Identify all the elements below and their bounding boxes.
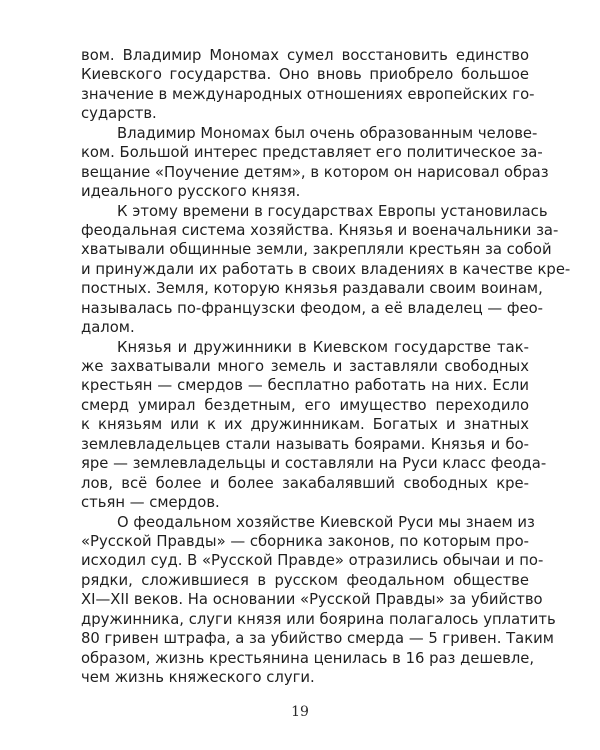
page-number: 19 bbox=[291, 704, 309, 720]
text-line: О феодальном хозяйстве Киевской Руси мы знаем из bbox=[117, 513, 535, 531]
text-line: далом. bbox=[81, 319, 135, 337]
text-line: ком. Большой интерес представляет его политическое за- bbox=[81, 144, 543, 162]
text-line: феодальная система хозяйства. Князья и военачальники за- bbox=[81, 221, 559, 239]
text-line: яре — землевладельцы и составляли на Руси класс феода- bbox=[81, 455, 547, 473]
text-line: значение в международных отношениях европейских го- bbox=[81, 85, 535, 103]
text-line: хватывали общинные земли, закрепляли крестьян за собой bbox=[81, 241, 552, 259]
text-line: 80 гривен штрафа, а за убийство смерда — 5 гривен. Таким bbox=[81, 630, 554, 648]
text-line: Князья и дружинники в Киевском государстве так- bbox=[117, 338, 529, 356]
text-line: рядки, сложившиеся в русском феодальном обществе bbox=[81, 571, 529, 589]
text-line: дружинника, слуги князя или боярина полагалось уплатить bbox=[81, 610, 556, 628]
text-line: смерд умирал бездетным, его имущество переходило bbox=[81, 396, 529, 414]
text-line: крестьян — смердов — бесплатно работать на них. Если bbox=[81, 377, 529, 395]
text-line: Владимир Мономах был очень образованным челове- bbox=[117, 124, 538, 142]
text-line: стьян — смердов. bbox=[81, 494, 220, 512]
text-line: постных. Земля, которую князья раздавали своим воинам, bbox=[81, 280, 543, 298]
text-line: вом. Владимир Мономах сумел восстановить единство bbox=[81, 47, 529, 64]
text-line: чем жизнь княжеского слуги. bbox=[81, 669, 315, 686]
text-line: вещание «Поучение детям», в котором он нарисовал образ bbox=[81, 163, 549, 181]
text-line: исходил суд. В «Русской Правде» отразились обычаи и по- bbox=[81, 552, 544, 570]
text-line: и принуждали их работать в своих владениях в качестве кре- bbox=[81, 260, 571, 278]
text-line: к князьям или к их дружинникам. Богатых и знатных bbox=[81, 416, 529, 434]
text-line: К этому времени в государствах Европы установилась bbox=[117, 202, 548, 220]
text-line: лов, всё более и более закабалявший свободных кре- bbox=[81, 474, 529, 492]
text-line: Киевского государства. Оно вновь приобрело большое bbox=[81, 66, 529, 84]
text-line: XI—XII веков. На основании «Русской Правды» за убийство bbox=[81, 591, 543, 609]
text-line: образом, жизнь крестьянина ценилась в 16 раз дешевле, bbox=[81, 649, 535, 667]
text-line: землевладельцев стали называть боярами. Князья и бо- bbox=[81, 435, 529, 453]
text-line: называлась по-французски феодом, а её владелец — фео- bbox=[81, 299, 544, 317]
text-line: «Русской Правды» — сборника законов, по которым про- bbox=[81, 532, 529, 550]
text-line: же захватывали много земель и заставляли свободных bbox=[81, 358, 529, 375]
text-line: идеального русского князя. bbox=[81, 183, 301, 201]
text-line: сударств. bbox=[81, 105, 157, 123]
